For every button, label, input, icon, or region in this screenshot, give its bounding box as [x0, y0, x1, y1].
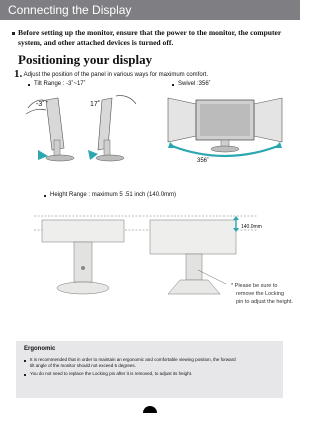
ergonomic-bullet-1: [24, 360, 26, 362]
locking-note-line3: pin to adjust the height.: [236, 299, 293, 305]
ergonomic-line-2: tilt angle of the monitor should not exceed 5 degrees.: [30, 363, 136, 368]
tilt-back-monitor: [26, 98, 74, 161]
tilt-forward-angle: 17˚: [90, 101, 101, 108]
page-header: [0, 0, 300, 20]
ergonomic-line-3: You do not need to replace the Locking pin after it is removed, to adjust its height.: [30, 371, 193, 376]
page-title: Connecting the Display: [8, 3, 132, 17]
ergonomic-title: Ergonomic: [24, 346, 56, 352]
ergonomic-box: [16, 341, 283, 398]
swivel-angle: 356˚: [197, 158, 210, 164]
height-bullet: [44, 195, 46, 197]
locking-note-line1: * Please be sure to: [231, 283, 278, 289]
page-number-tab: [143, 406, 157, 413]
note-bullet: [12, 32, 15, 35]
height-range-label: Height Range : maximum 5 .51 inch (140.0mm): [50, 192, 177, 198]
height-measure: 140.0mm: [241, 224, 262, 230]
step-1: [14, 68, 208, 80]
step-text: Adjust the position of the panel in various ways for maximum comfort.: [23, 72, 209, 78]
tilt-back-angle: -3˚: [36, 101, 45, 108]
swivel-label: Swivel :356˚: [178, 81, 211, 87]
section-title: Positioning your display: [18, 52, 153, 67]
swivel-bullet: [172, 84, 174, 86]
step-number: 1.: [14, 68, 23, 80]
ergonomic-bullet-2: [24, 374, 26, 376]
tilt-bullet: [28, 84, 30, 86]
swivel-illustration: [160, 88, 290, 164]
ergonomic-line-1: It is recommended that in order to maintain an ergonomic and comfortable viewing position, the forward: [30, 357, 236, 362]
power-off-note: Before setting up the monitor, ensure that the power to the monitor, the computer system, and other attached devices is turned off.: [18, 28, 282, 47]
locking-note-line2: remove the Locking: [236, 291, 284, 297]
tilt-range-label: Tilt Range : -3˚~17˚: [34, 81, 86, 87]
